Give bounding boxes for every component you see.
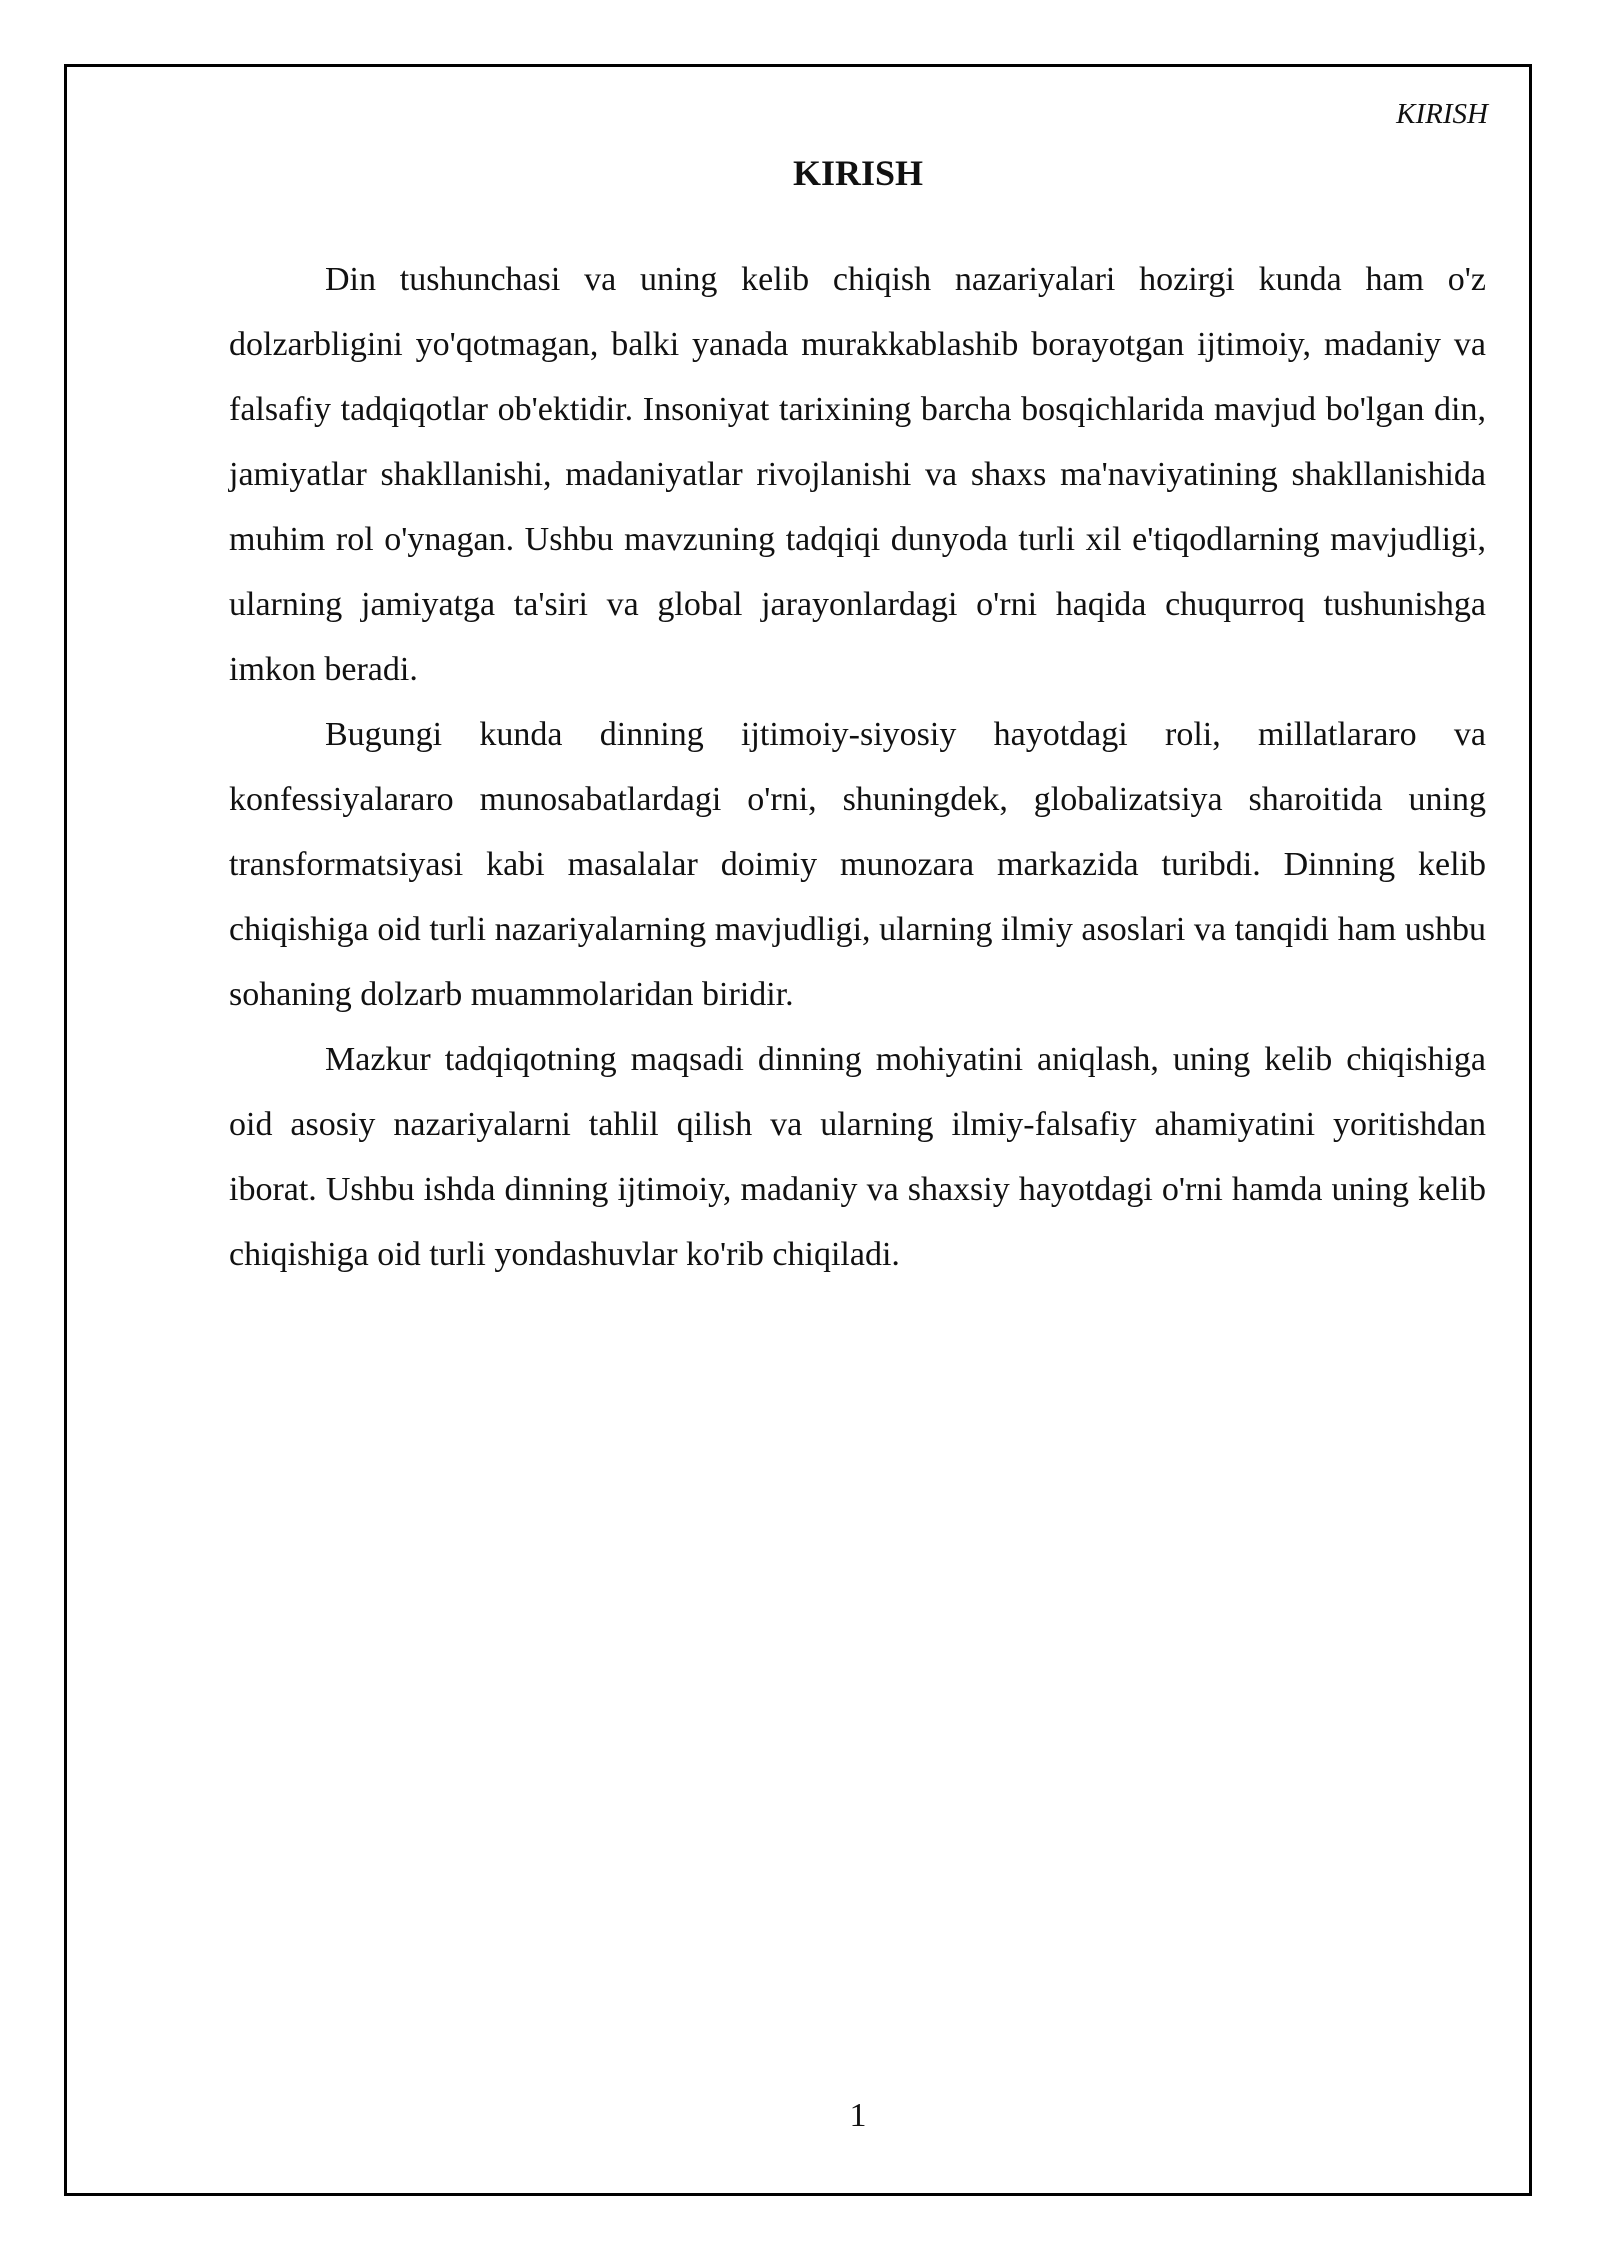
section-title: KIRISH [792,153,924,193]
paragraph: Din tushunchasi va uning kelib chiqish nazariyalari hozirgi kunda ham o'z dolzarbligini yo'qotmagan, balki yanada murakkablashib borayotgan ijtimoiy, madaniy va falsafiy tadqiqotlar ob'ektidir. Insoniyat tarixining barcha bosqichlarida mavjud bo'lgan din, jamiyatlar shakllanishi, madaniyatlar rivojlanishi va shaxs ma'naviyatining shakllanishida muhim rol o'ynagan. Ushbu mavzuning tadqiqi dunyoda turli xil e'tiqodlarning mavjudligi, ularning jamiyatga ta'siri va global jarayonlardagi o'rni haqida chuqurroq tushunishga imkon beradi. [229,261,1486,688]
body-text [229,247,1486,1287]
page-number: 1 [849,2097,867,2134]
running-header: KIRISH [1396,98,1488,130]
paragraph: Mazkur tadqiqotning maqsadi dinning mohiyatini aniqlash, uning kelib chiqishiga oid asosiy nazariyalarni tahlil qilish va ularning ilmiy-falsafiy ahamiyatini yoritishdan iborat. Ushbu ishda dinning ijtimoiy, madaniy va shaxsiy hayotdagi o'rni hamda uning kelib chiqishiga oid turli yondashuvlar ko'rib chiqiladi. [229,1041,1486,1273]
paragraph: Bugungi kunda dinning ijtimoiy-siyosiy hayotdagi roli, millatlararo va konfessiyalararo munosabatlardagi o'rni, shuningdek, globalizatsiya sharoitida uning transformatsiyasi kabi masalalar doimiy munozara markazida turibdi. Dinning kelib chiqishiga oid turli nazariyalarning mavjudligi, ularning ilmiy asoslari va tanqidi ham ushbu sohaning dolzarb muammolaridan biridir. [229,716,1486,1013]
